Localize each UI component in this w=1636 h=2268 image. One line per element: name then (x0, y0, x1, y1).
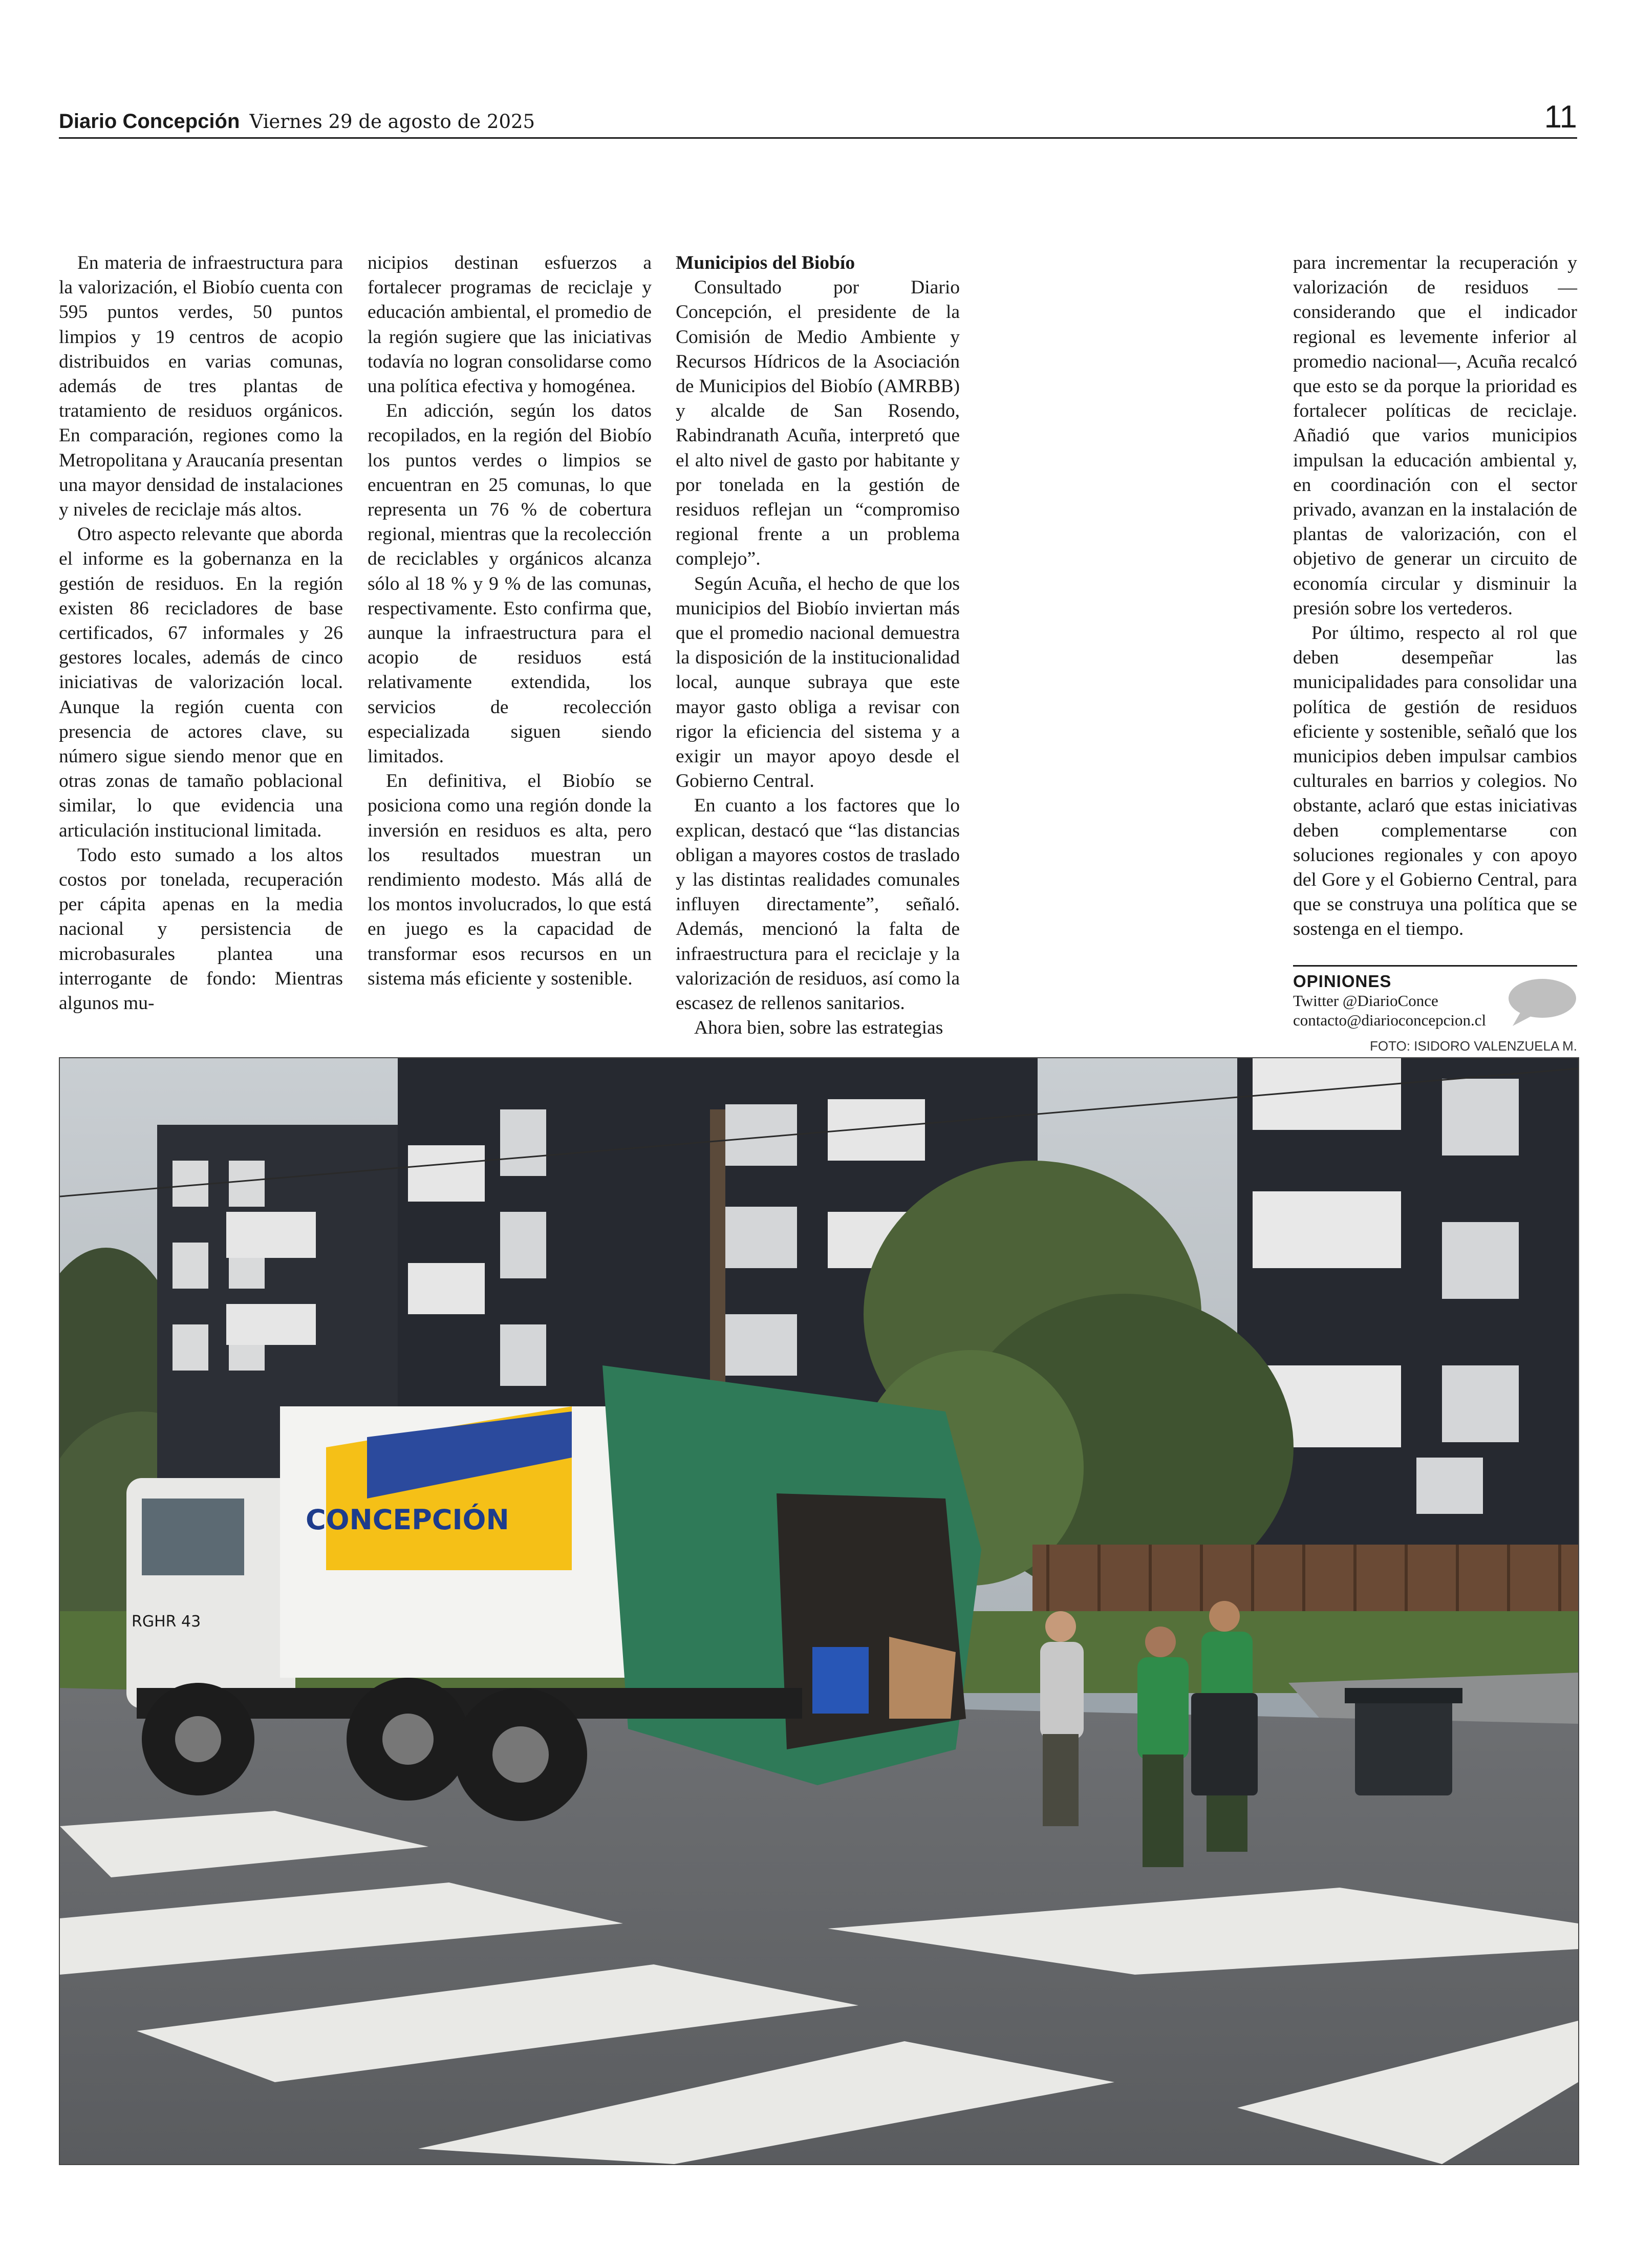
twitter-handle[interactable]: Twitter @DiarioConce (1293, 992, 1438, 1010)
paragraph: En materia de infraestructura para la valorización, el Biobío cuenta con 595 puntos verdes, 50 puntos limpios y 19 centros de acopio distribuidos en varias comunas, además de tres plantas de tratamiento de residuos orgánicos. En comparación, regiones como la Metropolitana y Araucanía presentan una mayor densidad de instalaciones y niveles de reciclaje más altos. (59, 252, 343, 521)
paragraph: Consultado por Diario Concepción, el presidente de la Comisión de Medio Ambiente y Recursos Hídricos de la Asociación de Municipios del Biobío (AMRBB) y alcalde de San Rosendo, Rabindranath Acuña, interpretó que el alto nivel de gasto por habitante y por tonelada en la gestión de residuos reflejan un “compromiso regional frente a un problema complejo”. (676, 277, 960, 570)
photo-credit: FOTO: ISIDORO VALENZUELA M. (1369, 1038, 1577, 1054)
page-number: 11 (1544, 99, 1577, 135)
garbage-truck-scene (60, 1058, 1578, 2164)
opinions-box (1293, 965, 1577, 1038)
article-column-3 (676, 251, 960, 1041)
paragraph: En cuanto a los factores que lo explican, destacó que “las distancias obligan a mayores costos de traslado y las distintas realidades comunales influyen directamente”, señaló. Además, mencionó la falta de infraestructura para el reciclaje y la valorización de residuos, así como la escasez de rellenos sanitarios. (676, 795, 960, 1014)
issue-date: Viernes 29 de agosto de 2025 (249, 111, 535, 133)
sanitation-worker-2 (1137, 1627, 1189, 1867)
paragraph: Todo esto sumado a los altos costos por tonelada, recuperación per cápita apenas en la media nacional y persistencia de microbasurales plantea una interrogante de fondo: Mientras algunos mu- (59, 844, 343, 1014)
paragraph: En definitiva, el Biobío se posiciona como una región donde la inversión en residuos es alta, pero los resultados muestran un rendimiento modesto. Más allá de los montos involucrados, lo que está en juego es la capacidad de transformar esos recursos en un sistema más eficiente y sostenible. (368, 771, 652, 989)
sanitation-worker-1 (1040, 1611, 1084, 1826)
apartment-building-right (1237, 1058, 1578, 1570)
paragraph: Según Acuña, el hecho de que los municipios del Biobío inviertan más que el promedio nacional demuestra la disposición de la institucionalidad local, aunque subraya que este mayor gasto obliga a revisar con rigor la eficiencia del sistema y a exigir un mayor apoyo desde el Gobierno Central. (676, 573, 960, 792)
wheelie-bin (1355, 1693, 1452, 1795)
opinions-label: OPINIONES (1293, 972, 1392, 991)
section-subhead: Municipios del Biobío (676, 252, 855, 273)
article-column-1 (59, 251, 343, 1016)
paragraph: Otro aspecto relevante que aborda el informe es la gobernanza en la gestión de residuos. En la región existen 86 recicladores de base certificados, 67 informales y 26 gestores locales, además de cinco iniciativas de valorización local. Aunque la región cuenta con presencia de actores clave, su número sigue siendo menor que en otras zonas de tamaño poblacional similar, lo que evidencia una articulación institucional limitada. (59, 524, 343, 841)
article-column-2 (368, 251, 652, 991)
truck-logo-text: CONCEPCIÓN (306, 1504, 509, 1536)
paragraph: Por último, respecto al rol que deben desempeñar las municipalidades para consolidar una política de gestión de residuos eficiente y sostenible, señaló que los municipios deben impulsar cambios culturales en barrios y colegios. No obstante, aclaró que estas iniciativas deben complementarse con soluciones regionales y con apoyo del Gore y el Gobierno Central, para que se construya una política que se sostenga en el tiempo. (1293, 623, 1577, 940)
page-header (59, 96, 1577, 139)
contact-email[interactable]: contacto@diarioconcepcion.cl (1293, 1011, 1487, 1029)
paper-name: Diario Concepción (59, 110, 240, 133)
article-photo (59, 1057, 1579, 2165)
paragraph: nicipios destinan esfuerzos a fortalecer programas de reciclaje y educación ambiental, el promedio de la región sugiere que las iniciativas todavía no logran consolidarse como una política efectiva y homogénea. (368, 252, 652, 397)
article-column-4 (1293, 251, 1577, 942)
masthead (59, 110, 535, 133)
speech-bubble-icon (1505, 977, 1577, 1028)
paragraph: En adicción, según los datos recopilados, en la región del Biobío los puntos verdes o limpios se encuentran en 25 comunas, lo que representa un 76 % de cobertura regional, mientras que la recolección de reciclables y orgánicos alcanza sólo al 18 % y 9 % de las comunas, respectivamente. Esto confirma que, aunque la infraestructura para el acopio de residuos está relativamente extendida, los servicios de recolección especializada siguen siendo limitados. (368, 400, 652, 767)
paragraph: para incrementar la recuperación y valorización de residuos —considerando que el indicador regional es levemente inferior al promedio nacional—, Acuña recalcó que esto se da porque la prioridad es fortalecer políticas de reciclaje. Añadió que varios municipios impulsan la educación ambiental y, en coordinación con el sector privado, avanzan en la instalación de plantas de valorización, con el objetivo de generar un circuito de economía circular y disminuir la presión sobre los vertederos. (1293, 252, 1577, 619)
paragraph: Ahora bien, sobre las estrategias (694, 1017, 943, 1039)
truck-plate: RGHR 43 (132, 1613, 201, 1631)
